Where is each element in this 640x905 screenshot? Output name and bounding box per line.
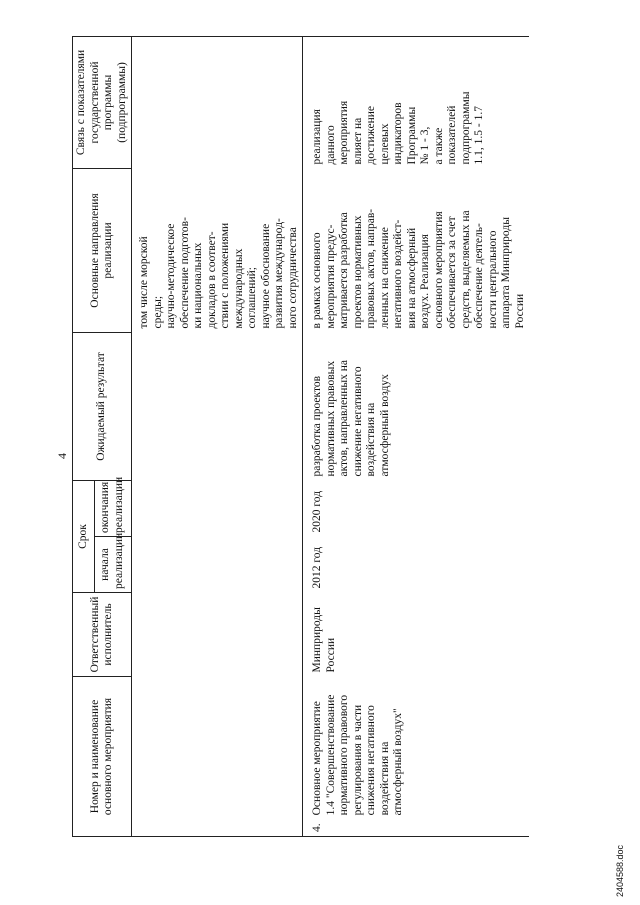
header-term: Срок	[73, 480, 95, 592]
activities-table	[72, 36, 529, 837]
table-header	[73, 36, 132, 836]
header-responsible: Ответственный исполнитель	[73, 593, 132, 677]
table-row-continuation	[132, 36, 303, 836]
header-link: Связь с показателями государственной программы (подпрограммы)	[73, 36, 132, 168]
row-number: 4.	[311, 823, 323, 832]
header-activity: Номер и наименование основного мероприятия	[73, 677, 132, 837]
filename-footer: 2404588.doc	[615, 844, 625, 897]
row-end: 2020 год	[303, 480, 530, 536]
row-start: 2012 год	[303, 537, 530, 593]
row-activity: Основное мероприятие 1.4 "Совершенствование нормативного правового регулирования в части снижения негативного воздействия на атмосферный воздух"	[311, 694, 404, 816]
header-directions: Основные направления реализации	[73, 168, 132, 332]
row-directions: в рамках основного мероприятия предус- матривается разработка проектов нормативных правовых актов, направ- ленных на снижение негативного воздейст- вия на атмосферный воздух. Реализация основного мероприятия обеспечивается за счет средств, выделяемых на обеспечение деятель- ности центрального аппарата Минприроды России	[303, 168, 530, 332]
header-term-end: окончания реализации	[94, 480, 131, 536]
row-link: реализация данного мероприятия влияет на достижение целевых индикаторов Программы № 1 - 3, а также показателей подпрограммы 1.1, 1.5 - 1.7	[303, 36, 530, 168]
header-term-start: начала реализации	[94, 537, 131, 593]
table-row	[303, 36, 530, 836]
continuation-directions: том числе морской среды; научно-методическое обеспечение подготов- ки национальных докладов в соответ- ствии с положениями международных соглашений; научное обоснование развития международ- ного сотрудничества	[138, 217, 299, 329]
page-number: 4	[55, 453, 69, 459]
row-responsible: Минприроды России	[303, 593, 530, 677]
row-result: разработка проектов нормативных правовых актов, направленных на снижение негативного воздействия на атмосферный воздух	[303, 332, 530, 480]
header-result: Ожидаемый результат	[73, 332, 132, 480]
